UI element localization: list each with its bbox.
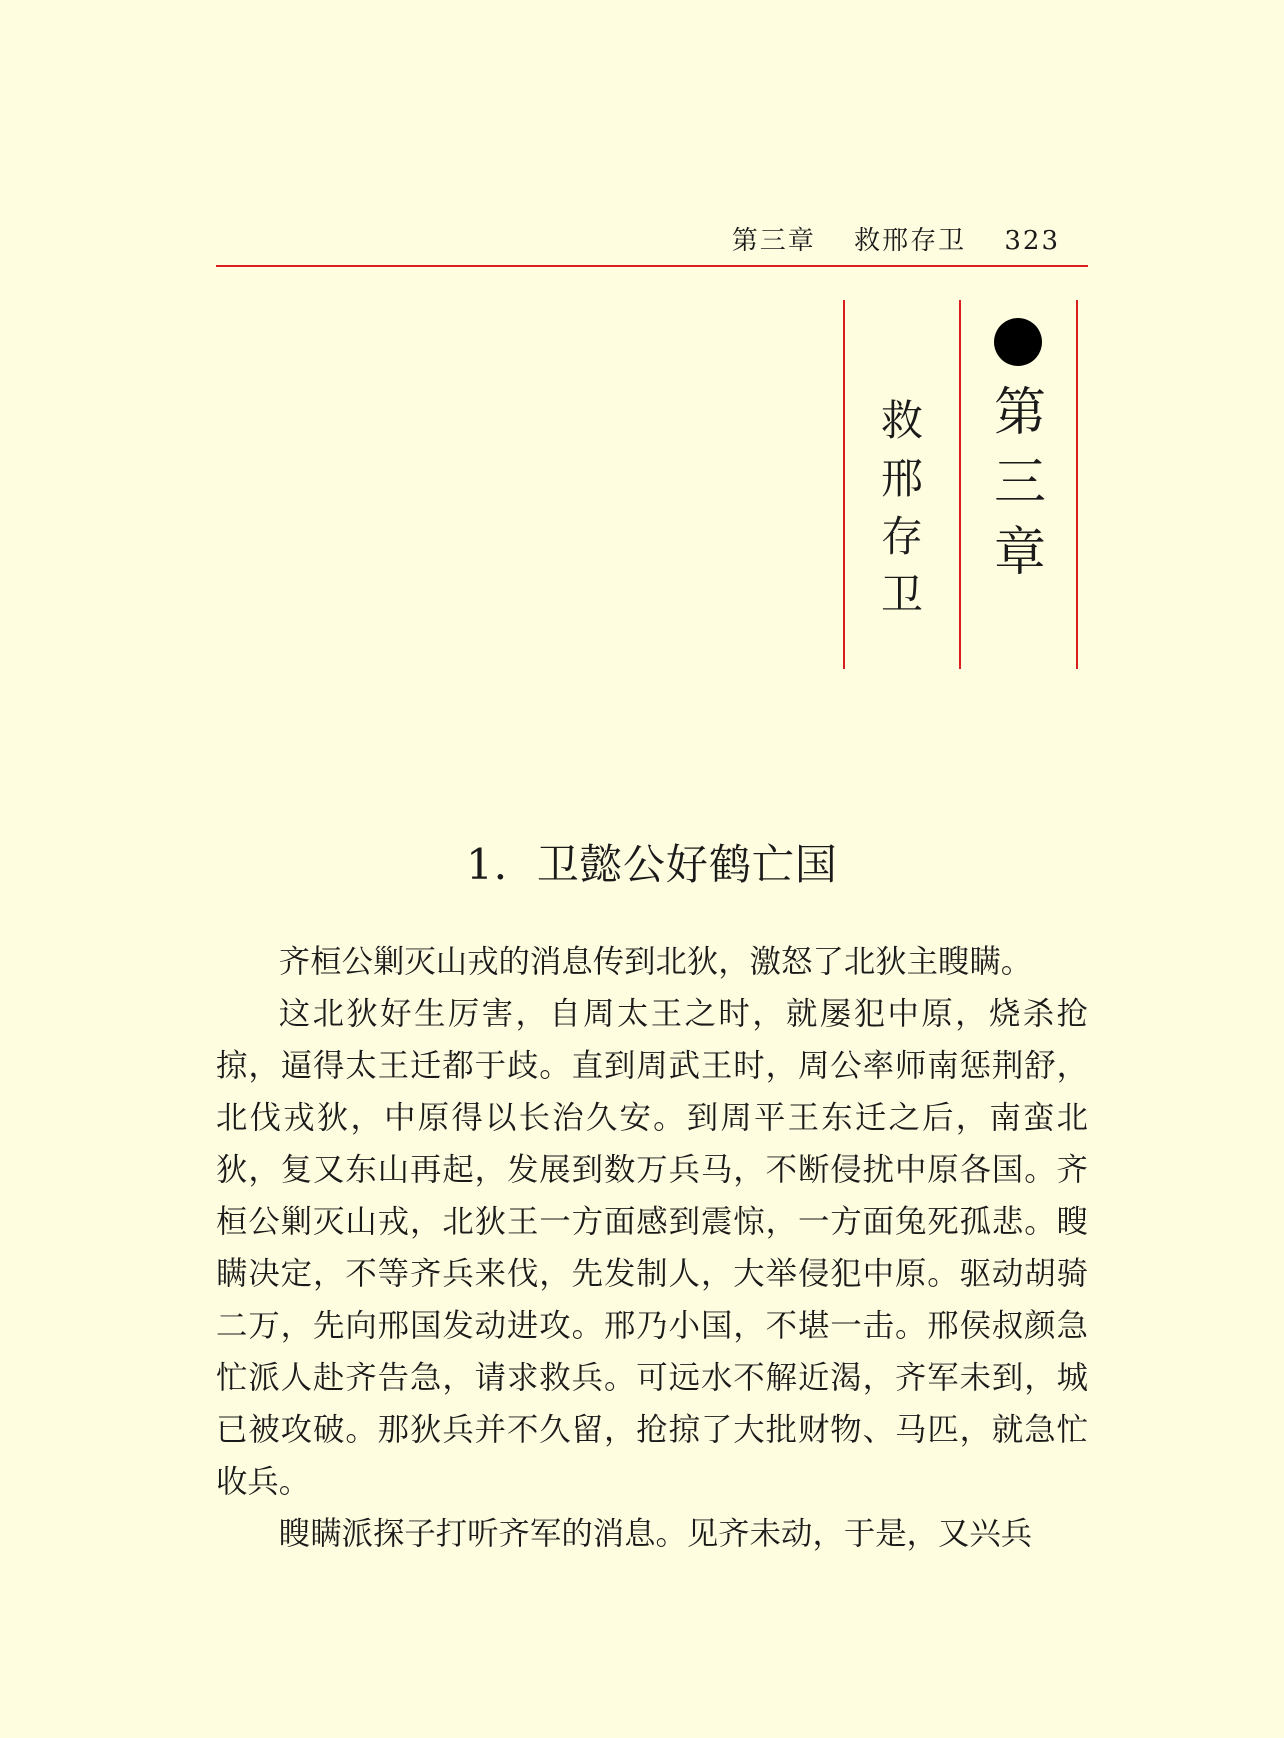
chapter-rule-middle [959, 300, 961, 669]
chapter-title-char: 存 [880, 512, 923, 561]
paragraph: 齐桓公剿灭山戎的消息传到北狄，激怒了北狄主瞍瞒。 [278, 944, 1033, 980]
chapter-number-char: 三 [993, 453, 1046, 513]
chapter-number [990, 378, 1050, 588]
chapter-rule-left [843, 300, 845, 669]
paragraph: 这北狄好生厉害，自周太王之时，就屡犯中原，烧杀抢掠，逼得太王迁都于歧。直到周武王时，周公率师南惩荆舒，北伐戎狄，中原得以长治久安。到周平王东迁之后，南蛮北狄，复又东山再起，发展到数万兵马，不断侵扰中原各国。齐桓公剿灭山戎，北狄王一方面感到震惊，一方面兔死孤悲。瞍瞒决定，不等齐兵来伐，先发制人，大举侵犯中原。驱动胡骑二万，先向邢国发动进攻。邢乃小国，不堪一击。邢侯叔颜急忙派人赴齐告急，请求救兵。可远水不解近渴，齐军未到，城已被攻破。那狄兵并不久留，抢掠了大批财物、马匹，就急忙收兵。 [216, 996, 1088, 1500]
section-title: 1．卫懿公好鹤亡国 [466, 840, 838, 889]
header-rule [216, 265, 1088, 267]
chapter-title-char: 救 [880, 396, 923, 445]
chapter-title [872, 392, 932, 624]
running-head-chapter: 第三章 [731, 226, 816, 256]
chapter-number-char: 第 [993, 383, 1046, 443]
running-head-title: 救邢存卫 [854, 226, 967, 256]
running-head [732, 220, 1060, 257]
chapter-title-char: 卫 [880, 570, 923, 619]
page-number: 323 [1004, 226, 1060, 256]
chapter-rule-right [1076, 300, 1078, 669]
paragraph: 瞍瞒派探子打听齐军的消息。见齐未动，于是，又兴兵 [278, 1516, 1033, 1552]
chapter-title-char: 邢 [880, 454, 923, 503]
body-text [216, 936, 1088, 1560]
chapter-bullet-icon [994, 318, 1042, 366]
chapter-number-char: 章 [993, 523, 1046, 583]
